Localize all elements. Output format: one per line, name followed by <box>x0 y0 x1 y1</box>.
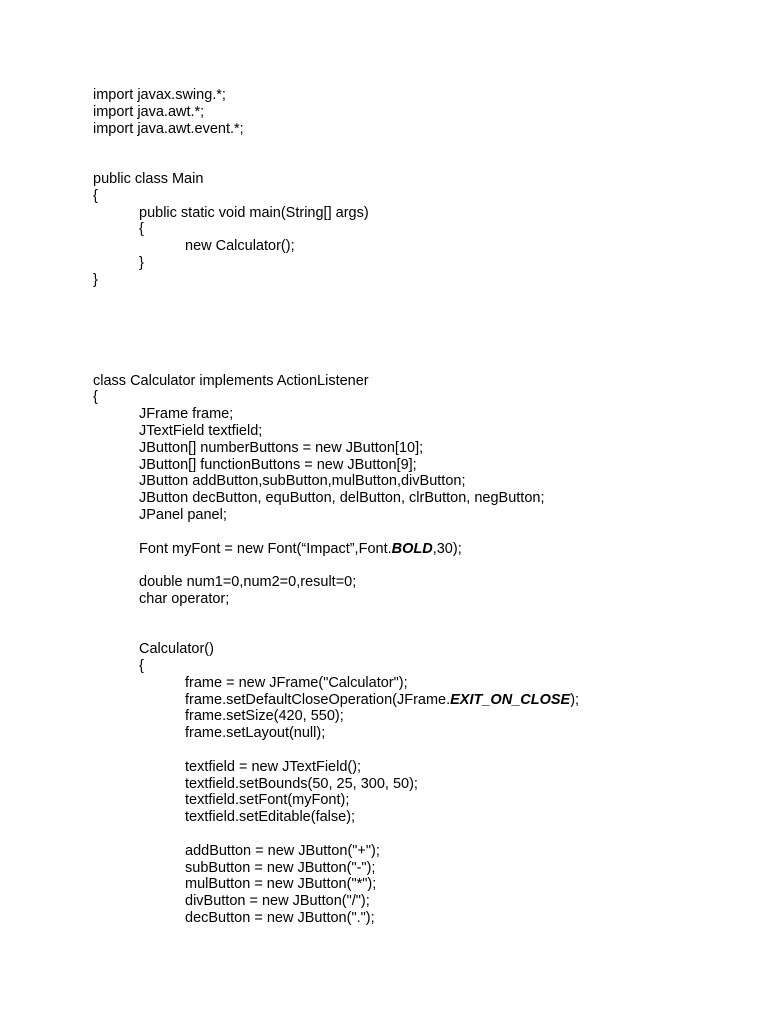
code-line <box>93 171 753 188</box>
code-text: JButton[] functionButtons = new JButton[9]; <box>139 456 417 473</box>
code-line <box>93 776 753 793</box>
code-line <box>93 154 753 171</box>
code-line <box>93 137 753 154</box>
code-line <box>93 389 753 406</box>
code-text: { <box>93 389 98 406</box>
code-text: subButton = new JButton("-"); <box>185 859 376 876</box>
code-line <box>93 339 753 356</box>
code-emphasis: BOLD <box>391 540 433 557</box>
code-text: { <box>93 187 98 204</box>
code-line <box>93 440 753 457</box>
code-text: char operator; <box>139 590 230 607</box>
code-text: Calculator() <box>139 641 214 658</box>
code-text: { <box>139 221 144 238</box>
code-text-tail: ,30); <box>432 540 462 557</box>
code-line <box>93 121 753 138</box>
code-line <box>93 104 753 121</box>
code-line <box>93 423 753 440</box>
code-line <box>93 322 753 339</box>
code-line <box>93 574 753 591</box>
code-line <box>93 860 753 877</box>
code-line <box>93 910 753 927</box>
code-text: frame.setDefaultCloseOperation(JFrame. <box>185 691 451 708</box>
code-text: textfield.setFont(myFont); <box>185 792 350 809</box>
code-line <box>93 238 753 255</box>
code-line <box>93 87 753 104</box>
code-text: textfield = new JTextField(); <box>185 758 362 775</box>
code-line <box>93 809 753 826</box>
code-text: } <box>139 254 144 271</box>
code-line <box>93 406 753 423</box>
code-text: frame.setSize(420, 550); <box>185 708 344 725</box>
code-line <box>93 792 753 809</box>
code-text: decButton = new JButton("."); <box>185 910 375 927</box>
code-line <box>93 524 753 541</box>
code-line <box>93 843 753 860</box>
code-text: JButton decButton, equButton, delButton, clrButton, negButton; <box>139 490 545 507</box>
code-text: import java.awt.*; <box>93 103 205 120</box>
code-text: addButton = new JButton("+"); <box>185 842 380 859</box>
code-line <box>93 490 753 507</box>
code-text: { <box>139 658 144 675</box>
code-line <box>93 641 753 658</box>
code-text: frame = new JFrame("Calculator"); <box>185 674 408 691</box>
code-text: Font myFont = new Font(“Impact”,Font. <box>139 540 392 557</box>
code-text: JButton[] numberButtons = new JButton[10]; <box>139 439 424 456</box>
code-listing <box>93 87 753 927</box>
code-line <box>93 305 753 322</box>
code-line <box>93 893 753 910</box>
code-line <box>93 289 753 306</box>
code-text-tail: ); <box>570 691 580 708</box>
code-line <box>93 373 753 390</box>
code-emphasis: EXIT_ON_CLOSE <box>450 691 571 708</box>
code-line <box>93 557 753 574</box>
code-line <box>93 876 753 893</box>
code-line <box>93 188 753 205</box>
code-text: textfield.setBounds(50, 25, 300, 50); <box>185 775 418 792</box>
code-text: JPanel panel; <box>139 506 227 523</box>
code-text: JFrame frame; <box>139 406 234 423</box>
code-line <box>93 759 753 776</box>
code-text: JTextField textfield; <box>139 422 263 439</box>
code-text: new Calculator(); <box>185 238 295 255</box>
code-line <box>93 742 753 759</box>
code-text: import java.awt.event.*; <box>93 120 244 137</box>
code-text: double num1=0,num2=0,result=0; <box>139 574 357 591</box>
code-line <box>93 473 753 490</box>
code-text: public class Main <box>93 170 204 187</box>
code-line <box>93 675 753 692</box>
code-line <box>93 541 753 558</box>
code-line <box>93 658 753 675</box>
code-line <box>93 608 753 625</box>
code-line <box>93 708 753 725</box>
code-line <box>93 356 753 373</box>
code-line <box>93 507 753 524</box>
code-text: frame.setLayout(null); <box>185 725 326 742</box>
code-text: mulButton = new JButton("*"); <box>185 876 377 893</box>
code-text: } <box>93 271 98 288</box>
code-text: import javax.swing.*; <box>93 87 226 103</box>
code-line <box>93 205 753 222</box>
code-text: class Calculator implements ActionListener <box>93 372 369 389</box>
code-line <box>93 221 753 238</box>
code-text: public static void main(String[] args) <box>139 204 369 221</box>
code-text: divButton = new JButton("/"); <box>185 893 370 910</box>
code-line <box>93 692 753 709</box>
code-line <box>93 625 753 642</box>
code-text: JButton addButton,subButton,mulButton,divButton; <box>139 473 466 490</box>
code-line <box>93 826 753 843</box>
code-line <box>93 272 753 289</box>
code-line <box>93 457 753 474</box>
code-line <box>93 255 753 272</box>
code-text: textfield.setEditable(false); <box>185 809 356 826</box>
code-line <box>93 591 753 608</box>
code-line <box>93 725 753 742</box>
